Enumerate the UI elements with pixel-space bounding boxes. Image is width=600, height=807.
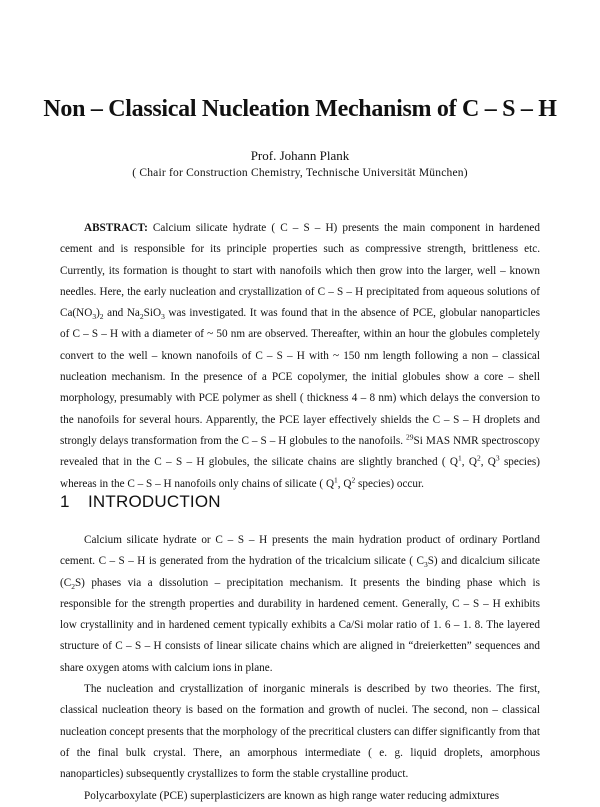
superscript: 2 [351,474,356,484]
superscript: 3 [495,453,500,463]
section-heading [60,492,540,512]
body-text: S) phases via a dissolution – precipitation mechanism. It presents the binding phase which is responsible for the strength properties and durability in hardened cement. Generally, C – S – H exhibits low crystallinity and in hardened cement typically exhibits a Ca/Si molar ratio of 1. 6 – 1. 8. The layered structure of C – S – H consists of linear silicate chains which are aligned in “dreierketten” sequences and share oxygen atoms with calcium ions in plane. [60,576,540,674]
subscript: 3 [423,560,428,570]
superscript: 1 [334,474,338,484]
introduction-body [60,530,540,807]
abstract-paragraph [60,218,540,495]
body-text: S) and dicalcium silicate (C [60,555,540,589]
author-name: Prof. Johann Plank [250,148,350,163]
subscript: 2 [139,312,144,322]
abstract-text: , Q [461,456,477,469]
abstract-label: ABSTRACT: [84,222,148,234]
superscript: 2 [476,453,481,463]
abstract-text: was investigated. It was found that in the absence of PCE, globular nanoparticles of C – S – H with a diameter of ~ 50 nm are observed. Thereafter, within an hour the globules completely convert to the well – known nanofoils of C – S – H with ~ 150 nm length following a non – classical nucleation mechanism. In the presence of a PCE copolymer, the initial globules show a core – shell morphology, presumably with PCE polymer as shell ( thickness 4 – 8 nm) which delays the conversion to the nanofoils for several hours. Apparently, the PCE layer effectively shields the C – S – H droplets and strongly delays transformation from the C – S – H globules to the nanofoils. [60,307,540,447]
abstract-text: and Na [103,307,140,320]
section-title: INTRODUCTION [88,492,221,511]
abstract-text: SiO [143,307,162,320]
intro-paragraph-1 [60,530,540,679]
superscript: 29 [406,432,414,442]
subscript: 2 [71,581,75,591]
section-number: 1 [60,492,70,511]
abstract-text: species) occur. [355,477,424,490]
superscript: 1 [457,453,462,463]
author-affiliation: ( Chair for Construction Chemistry, Technische Universität München) [132,167,468,179]
body-text: Calcium silicate hydrate or C – S – H presents the main hydration product of ordinary Portland cement. C – S – H is generated from the hydration of the tricalcium silicate ( C [60,534,540,568]
intro-paragraph-3: Polycarboxylate (PCE) superplasticizers are known as high range water reducing admixtures [84,789,500,802]
intro-paragraph-2: The nucleation and crystallization of inorganic minerals is described by two theories. The first, classical nucleation theory is based on the formation and growth of nuclei. The second, non – classical nucleation concept presents that the morphology of the precritical clusters can differ significantly from that of the final bulk crystal. There, an amorphous intermediate ( e. g. liquid droplets, amorphous nanoparticles) subsequently crystallizes to form the stable crystalline product. [60,683,540,781]
subscript: 3 [161,312,165,322]
abstract-text: , Q [480,456,496,469]
subscript: 3 [92,312,97,322]
subscript: 2 [99,312,104,322]
abstract-text: ) [96,307,100,320]
abstract-text: species) whereas in the C – S – H nanofoils only chains of silicate ( Q [60,456,540,490]
abstract-text: , Q [337,477,352,490]
abstract-text: Calcium silicate hydrate ( C – S – H) presents the main component in hardened cement and is responsible for its principle properties such as compressive strength, brittleness etc. Currently, its formation is thought to start with nanofoils which then grow into the larger, well – known needles. Here, the early nucleation and crystallization of C – S – H precipitated from aqueous solutions of Ca(NO [60,222,540,320]
paper-title: Non – Classical Nucleation Mechanism of C – S – H [43,96,557,122]
abstract-text: Si MAS NMR spectroscopy revealed that in the C – S – H globules, the silicate chains are slightly branched ( Q [60,434,540,469]
